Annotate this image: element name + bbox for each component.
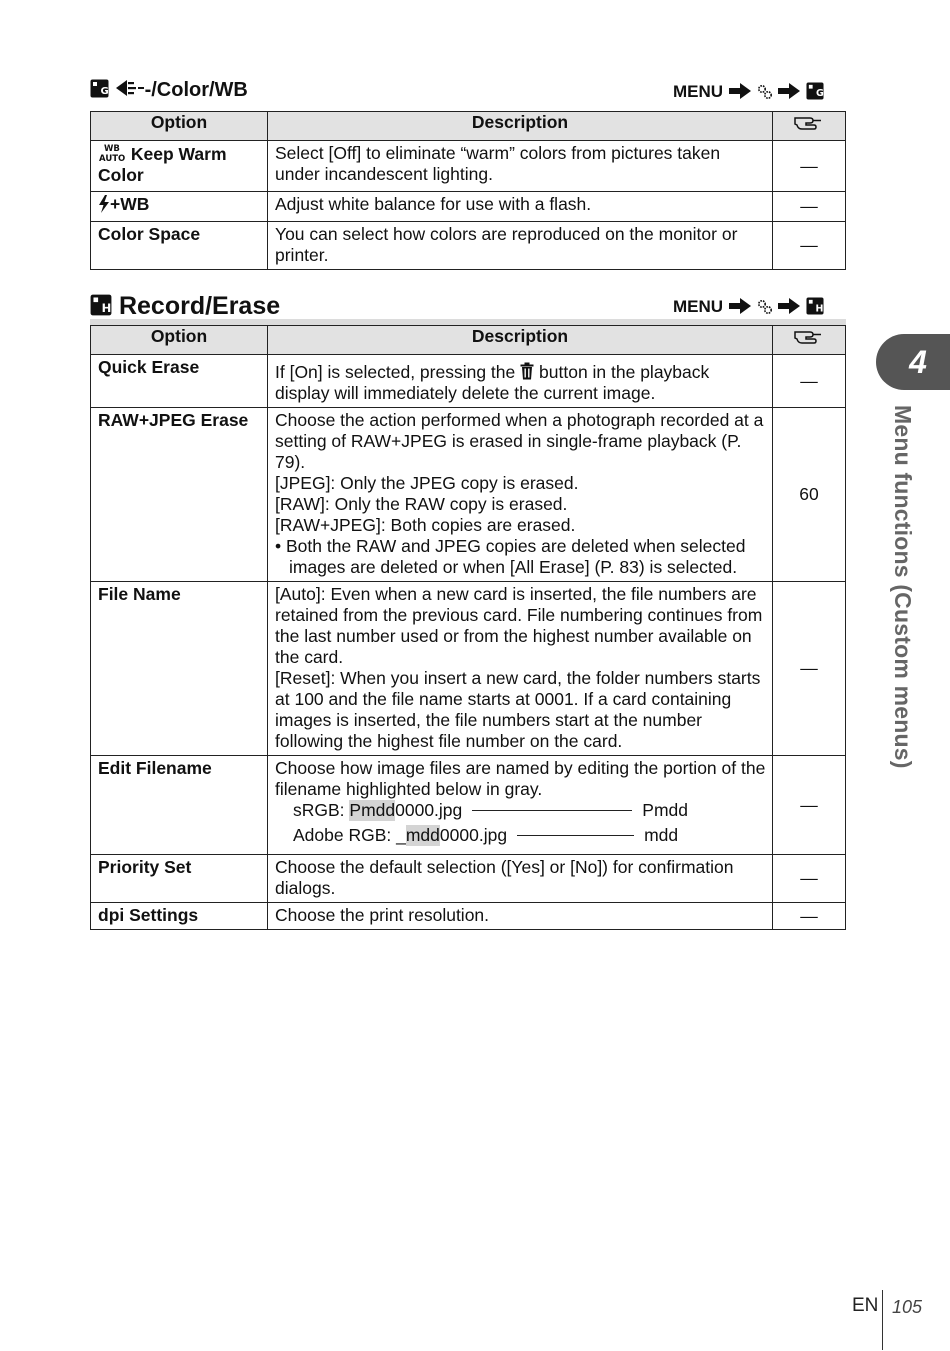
reference-cell: — (773, 355, 846, 408)
description-cell: If [On] is selected, pressing the button in the playback display will immediately delete the current image. (268, 355, 773, 408)
table-row (91, 903, 846, 930)
table-row (91, 582, 846, 756)
menu-path (673, 297, 824, 317)
table-row (91, 222, 846, 270)
description-cell: Select [Off] to eliminate “warm” colors from pictures taken under incandescent lighting. (268, 141, 773, 192)
leader-line (472, 810, 632, 811)
leader-line (517, 835, 634, 836)
column-header-option: Option (91, 326, 268, 355)
reference-cell: — (773, 582, 846, 756)
custom-menu-g-icon (806, 82, 824, 101)
custom-menu-h-icon (90, 294, 112, 323)
srgb-example: sRGB: Pmdd 0000.jpg Pmdd (293, 800, 688, 820)
chapter-tab: 4 (876, 334, 950, 390)
svg-text:G: G (815, 88, 824, 100)
description-cell (268, 582, 773, 756)
column-header-description: Description (268, 326, 773, 355)
option-cell: WB AUTO Keep Warm Color (91, 141, 268, 192)
reference-cell: — (773, 855, 846, 903)
description-line: [Reset]: When you insert a new card, the folder numbers starts at 100 and the file name starts at 0001. If a card containing images is inserted, the file numbers start at the number following the highest file number on the card. (275, 668, 761, 751)
description-line: Choose how image files are named by editing the portion of the filename highlighted below in gray. (275, 758, 766, 799)
wb-auto-icon (98, 144, 126, 164)
bullet-note: • Both the RAW and JPEG copies are deleted when selected images are deleted or when [All Erase] (P. 83) is selected. (275, 536, 746, 577)
flash-icon (98, 194, 110, 214)
column-header-description: Description (268, 112, 773, 141)
reference-cell: — (773, 756, 846, 855)
edited-result: mdd (644, 825, 679, 845)
arrow-right-icon (777, 297, 801, 316)
table-row (91, 756, 846, 855)
chapter-label: Menu functions (Custom menus) (890, 405, 916, 769)
table-header-row (91, 112, 846, 141)
custom-menu-h-icon (806, 297, 824, 316)
section-title (90, 292, 280, 323)
menu-label: MENU (673, 297, 724, 316)
description-cell: Adjust white balance for use with a flash. (268, 192, 773, 222)
description-cell (268, 408, 773, 582)
description-cell: You can select how colors are reproduced on the monitor or printer. (268, 222, 773, 270)
arrow-right-icon (728, 297, 752, 316)
table-row (91, 192, 846, 222)
edited-result: Pmdd (642, 800, 688, 820)
option-cell: Priority Set (91, 855, 268, 903)
table-row (91, 141, 846, 192)
description-cell: Choose the print resolution. (268, 903, 773, 930)
language-code: EN (852, 1295, 879, 1316)
option-cell: Color Space (91, 222, 268, 270)
description-line: [Auto]: Even when a new card is inserted, the file numbers are retained from the previous card. File numbering continues from the last number used or from the highest number available on the card. (275, 584, 763, 667)
option-cell: RAW+JPEG Erase (91, 408, 268, 582)
description-line: [RAW+JPEG]: Both copies are erased. (275, 515, 576, 535)
pointing-hand-icon (794, 114, 824, 134)
svg-text:H: H (815, 303, 824, 315)
description-line: [RAW]: Only the RAW copy is erased. (275, 494, 568, 514)
table-row (91, 408, 846, 582)
description-line: [JPEG]: Only the JPEG copy is erased. (275, 473, 579, 493)
reference-cell: 60 (773, 408, 846, 582)
reference-cell: — (773, 141, 846, 192)
option-cell: Quick Erase (91, 355, 268, 408)
arrow-right-icon (777, 82, 801, 101)
section-title-text: Record/Erase (118, 292, 281, 320)
highlighted-portion: mdd (405, 825, 440, 845)
reference-cell: — (773, 903, 846, 930)
table-row (91, 355, 846, 408)
custom-menu-gears-icon (757, 82, 773, 101)
arrow-right-icon (728, 82, 752, 101)
pointing-hand-icon (794, 328, 824, 348)
color-wb-table (90, 111, 846, 270)
description-line: Choose the action performed when a photograph recorded at a setting of RAW+JPEG is erased in single-frame playback (P. 79). (275, 410, 764, 472)
menu-label: MENU (673, 82, 724, 101)
table-row (91, 855, 846, 903)
section-title (90, 78, 248, 104)
table-header-row (91, 326, 846, 355)
custom-menu-gears-icon (757, 297, 773, 316)
option-cell: File Name (91, 582, 268, 756)
image-quality-icon (115, 78, 145, 104)
svg-text:G: G (100, 86, 109, 97)
svg-text:H: H (101, 300, 112, 315)
description-cell (268, 756, 773, 855)
custom-menu-g-icon (90, 79, 109, 104)
page-number: 105 (892, 1297, 923, 1317)
section-header-color-wb (90, 74, 846, 104)
option-cell: Edit Filename (91, 756, 268, 855)
menu-path (673, 82, 824, 102)
description-cell: Choose the default selection ([Yes] or [No]) for confirmation dialogs. (268, 855, 773, 903)
column-header-reference (773, 112, 846, 141)
svg-text:AUTO: AUTO (99, 154, 126, 163)
reference-cell: — (773, 222, 846, 270)
adobe-rgb-example: Adobe RGB: _ mdd 0000.jpg mdd (293, 825, 679, 845)
section-title-text: -/Color/WB (144, 79, 248, 101)
trash-icon (520, 362, 534, 382)
option-cell: dpi Settings (91, 903, 268, 930)
footer-divider (882, 1290, 883, 1350)
column-header-reference (773, 326, 846, 355)
column-header-option: Option (91, 112, 268, 141)
record-erase-table (90, 325, 846, 930)
svg-text:WB: WB (104, 144, 120, 154)
option-cell: +WB (91, 192, 268, 222)
highlighted-portion: Pmdd (349, 800, 396, 820)
reference-cell: — (773, 192, 846, 222)
section-header-record-erase (90, 287, 846, 325)
